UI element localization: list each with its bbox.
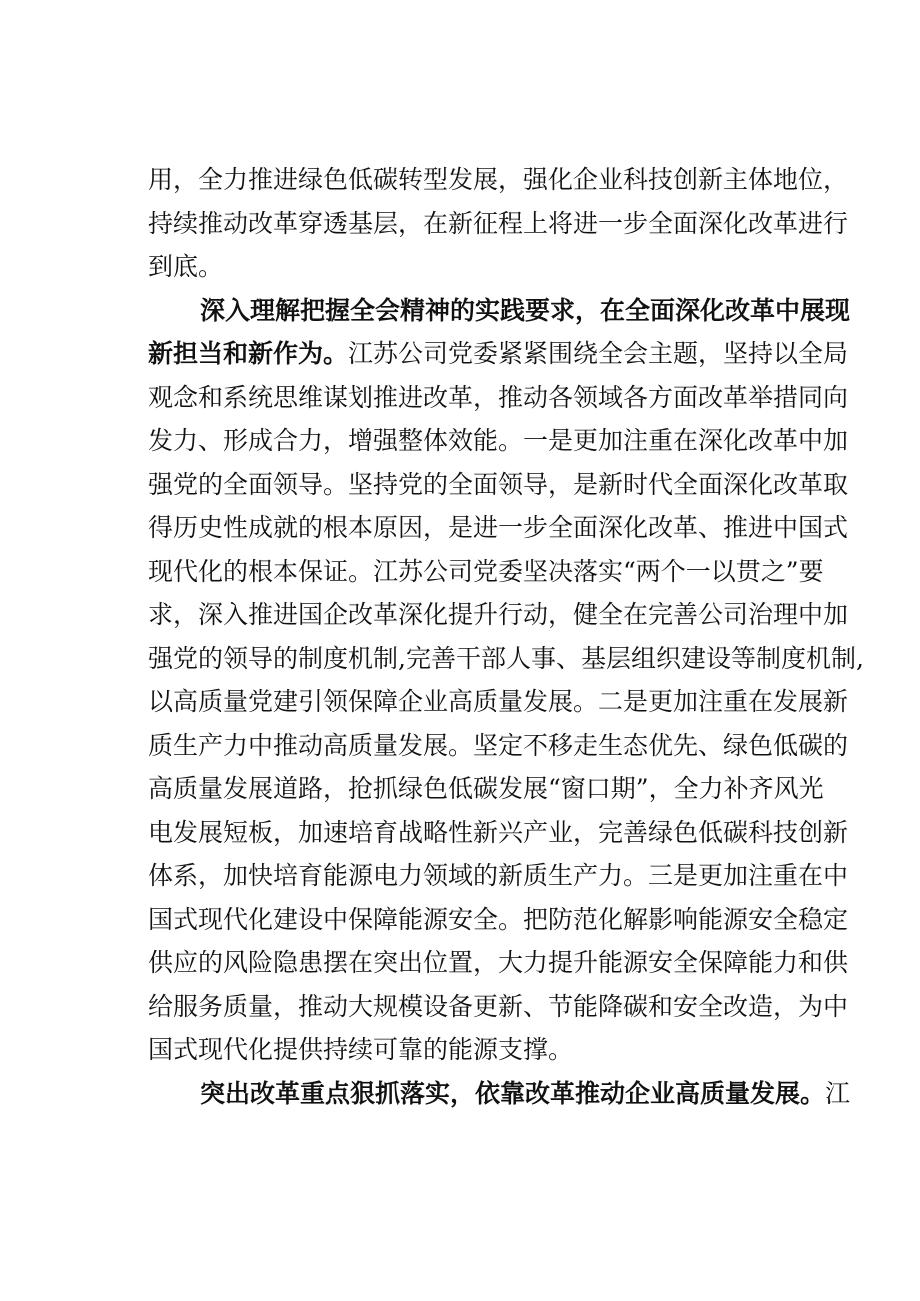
text-line [148, 816, 849, 860]
text-line [148, 859, 849, 903]
body-text: 高质量发展道路，抢抓绿色低碳发展“窗口期”，全力补齐风光 [148, 774, 824, 803]
text-line [148, 990, 849, 1034]
text-line [148, 772, 824, 816]
body-text: 用，全力推进绿色低碳转型发展，强化企业科技创新主体地位， [148, 165, 849, 194]
text-line [148, 685, 849, 729]
text-line [148, 163, 849, 207]
body-text: 江苏公司党委紧紧围绕全会主题，坚持以全局 [348, 339, 849, 368]
body-text: 江 [825, 1078, 851, 1108]
body-text: 现代化的根本保证。江苏公司党委坚决落实“两个一以贯之”要 [148, 556, 824, 586]
text-line [148, 207, 849, 251]
text-line [148, 642, 864, 686]
body-text: 国式现代化提供持续可靠的能源支撑。 [148, 1035, 574, 1064]
text-line [148, 424, 849, 468]
body-text: 观念和系统思维谋划推进改革，推动各领域各方面改革举措同向 [148, 382, 849, 412]
body-text: 国式现代化建设中保障能源安全。把防范化解影响能源安全稳定 [148, 904, 849, 934]
body-text: 电发展短板，加速培育战略性新兴产业，完善绿色低碳科技创新 [148, 817, 849, 847]
text-line [148, 903, 849, 947]
text-line [148, 555, 824, 599]
text-line [148, 294, 851, 338]
bold-heading-text: 突出改革重点狠抓落实，依靠改革推动企业高质量发展。 [200, 1078, 826, 1108]
text-line [148, 598, 849, 642]
text-line [148, 381, 849, 425]
body-text: 强党的领导的制度机制,完善干部人事、基层组织建设等制度机制, [148, 643, 864, 673]
document-page-body [148, 163, 864, 1120]
bold-heading-text: 新担当和新作为。 [148, 339, 349, 368]
text-line [148, 511, 849, 555]
text-line [148, 729, 849, 773]
body-text: 质生产力中推动高质量发展。坚定不移走生态优先、绿色低碳的 [148, 730, 849, 760]
bold-heading-text: 深入理解把握全会精神的实践要求，在全面深化改革中展现 [200, 295, 851, 325]
text-line [148, 1033, 802, 1077]
body-text: 发力、形成合力，增强整体效能。一是更加注重在深化改革中加 [148, 426, 849, 455]
body-text: 以高质量党建引领保障企业高质量发展。二是更加注重在发展新 [148, 687, 849, 716]
body-text: 求，深入推进国企改革深化提升行动，健全在完善公司治理中加 [148, 600, 849, 629]
body-text: 给服务质量，推动大规模设备更新、节能降碳和安全改造，为中 [148, 991, 849, 1021]
body-text: 强党的全面领导。坚持党的全面领导，是新时代全面深化改革取 [148, 469, 849, 499]
text-line [148, 946, 849, 990]
body-text: 得历史性成就的根本原因，是进一步全面深化改革、推进中国式 [148, 513, 849, 542]
body-text: 到底。 [148, 252, 224, 281]
text-line [148, 337, 849, 381]
text-line [148, 250, 802, 294]
body-text: 体系，加快培育能源电力领域的新质生产力。三是更加注重在中 [148, 861, 849, 890]
body-text: 持续推动改革穿透基层，在新征程上将进一步全面深化改革进行 [148, 208, 849, 238]
text-line [148, 468, 849, 512]
body-text: 供应的风险隐患摆在突出位置，大力提升能源安全保障能力和供 [148, 948, 849, 977]
text-line [148, 1077, 851, 1121]
